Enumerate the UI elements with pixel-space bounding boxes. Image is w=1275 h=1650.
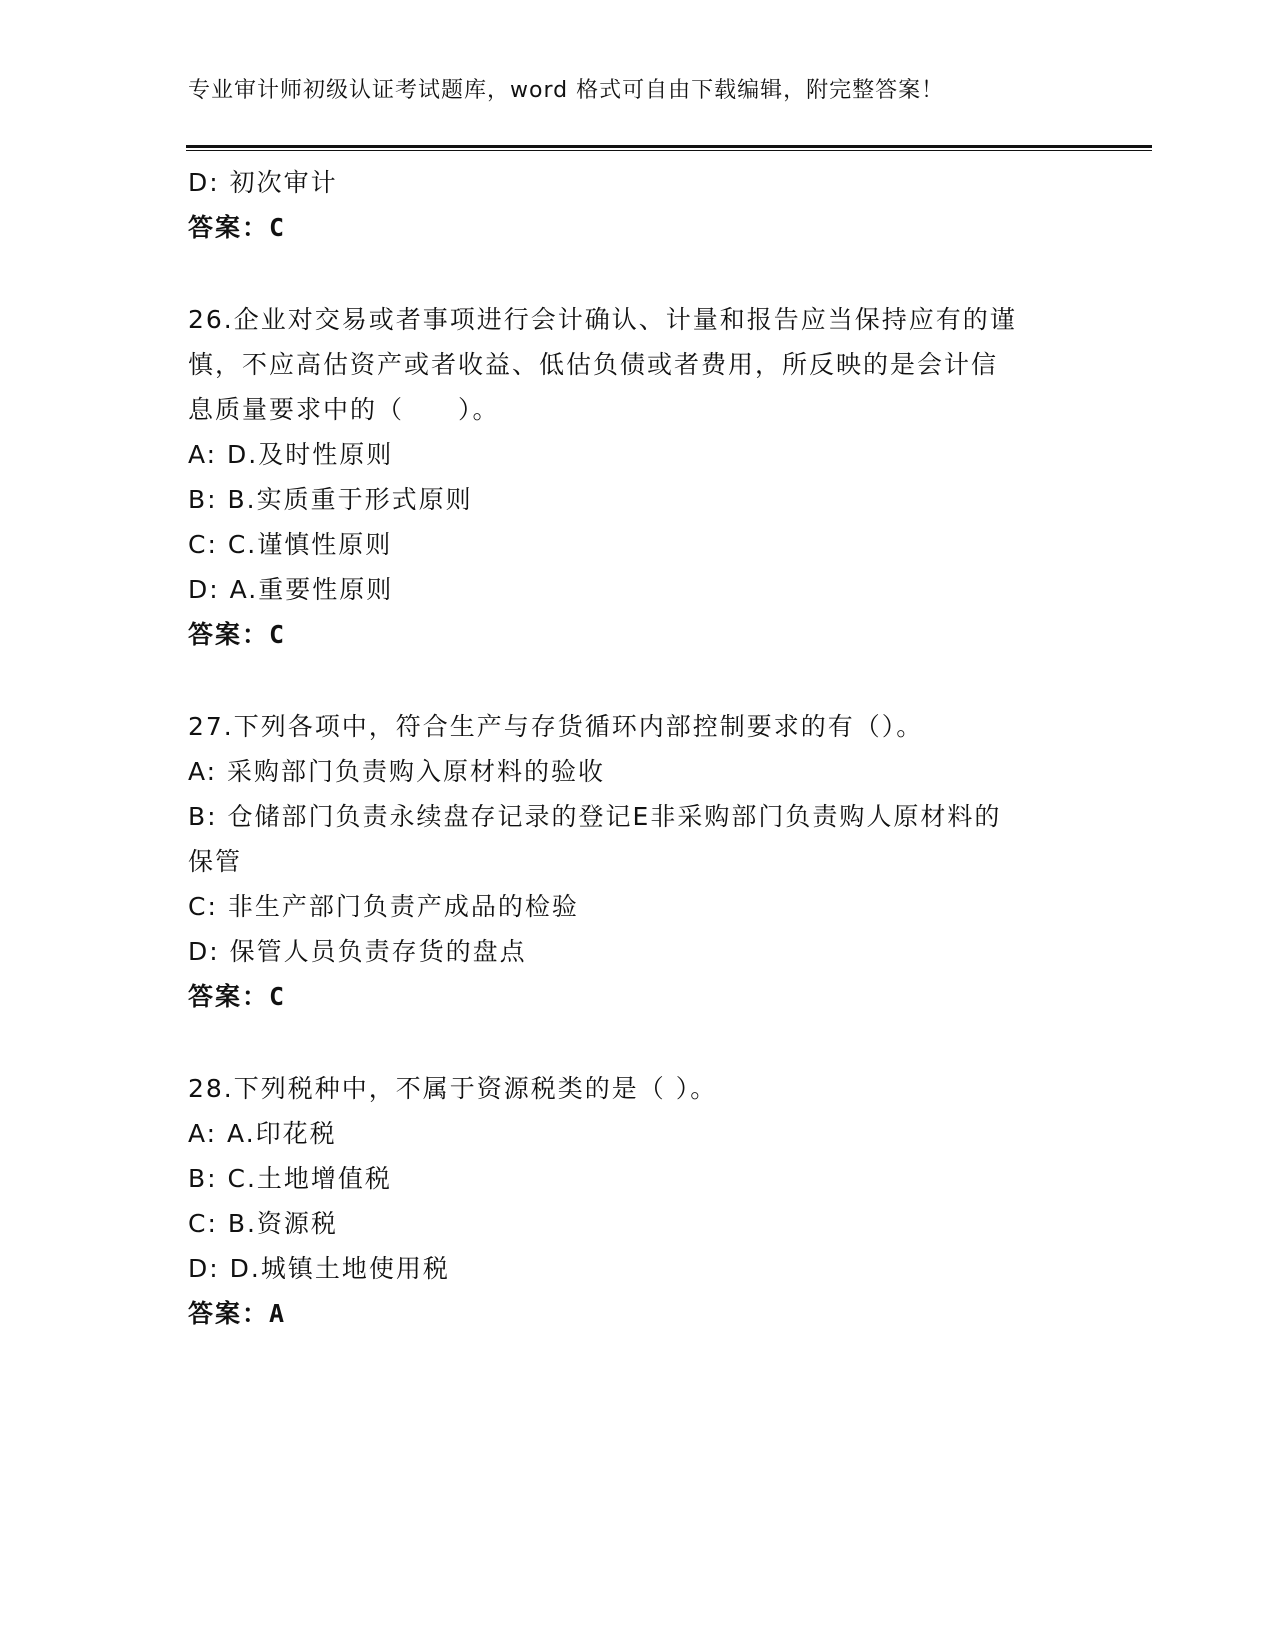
answer-value: C (269, 620, 286, 649)
answer-line (188, 974, 1088, 1019)
question-line: 27.下列各项中，符合生产与存货循环内部控制要求的有（）。 (188, 712, 924, 741)
question-line: 28.下列税种中，不属于资源税类的是（ ）。 (188, 1074, 718, 1103)
spacer (188, 250, 1088, 297)
option-c: C: 非生产部门负责产成品的检验 (188, 892, 579, 921)
option-d: D: D.城镇土地使用税 (188, 1254, 450, 1283)
option-b-continued: 保管 (188, 847, 243, 876)
option-b: B: 仓储部门负责永续盘存记录的登记E非采购部门负责购人原材料的 (188, 802, 1002, 831)
option-a: A: 采购部门负责购入原材料的验收 (188, 757, 606, 786)
option-d: D: 保管人员负责存货的盘点 (188, 937, 527, 966)
option-c: C: B.资源税 (188, 1209, 338, 1238)
option-b: B: B.实质重于形式原则 (188, 485, 473, 514)
answer-value: C (269, 213, 286, 242)
question-line: 26.企业对交易或者事项进行会计确认、计量和报告应当保持应有的谨 (188, 305, 1017, 334)
option-d: D: A.重要性原则 (188, 575, 394, 604)
header-divider (186, 145, 1152, 151)
option-a: A: D.及时性原则 (188, 440, 394, 469)
answer-label: 答案： (188, 620, 270, 649)
answer-label: 答案： (188, 982, 270, 1011)
answer-line (188, 612, 1088, 657)
question-block (188, 1066, 1088, 1336)
question-block (188, 297, 1088, 657)
answer-value: A (269, 1299, 286, 1328)
question-line: 慎，不应高估资产或者收益、低估负债或者费用，所反映的是会计信 (188, 350, 999, 379)
question-block (188, 704, 1088, 1019)
spacer (188, 657, 1088, 704)
page-header: 专业审计师初级认证考试题库，word 格式可自由下载编辑，附完整答案！ (188, 78, 945, 103)
answer-line (188, 205, 1088, 250)
question-line: 息质量要求中的（ ）。 (188, 395, 500, 424)
answer-label: 答案： (188, 213, 270, 242)
option-d: D: 初次审计 (188, 168, 338, 197)
answer-label: 答案： (188, 1299, 270, 1328)
answer-value: C (269, 982, 286, 1011)
option-c: C: C.谨慎性原则 (188, 530, 393, 559)
option-a: A: A.印花税 (188, 1119, 337, 1148)
spacer (188, 1019, 1088, 1066)
option-b: B: C.土地增值税 (188, 1164, 392, 1193)
answer-line (188, 1291, 1088, 1336)
question-content (188, 160, 1088, 1336)
